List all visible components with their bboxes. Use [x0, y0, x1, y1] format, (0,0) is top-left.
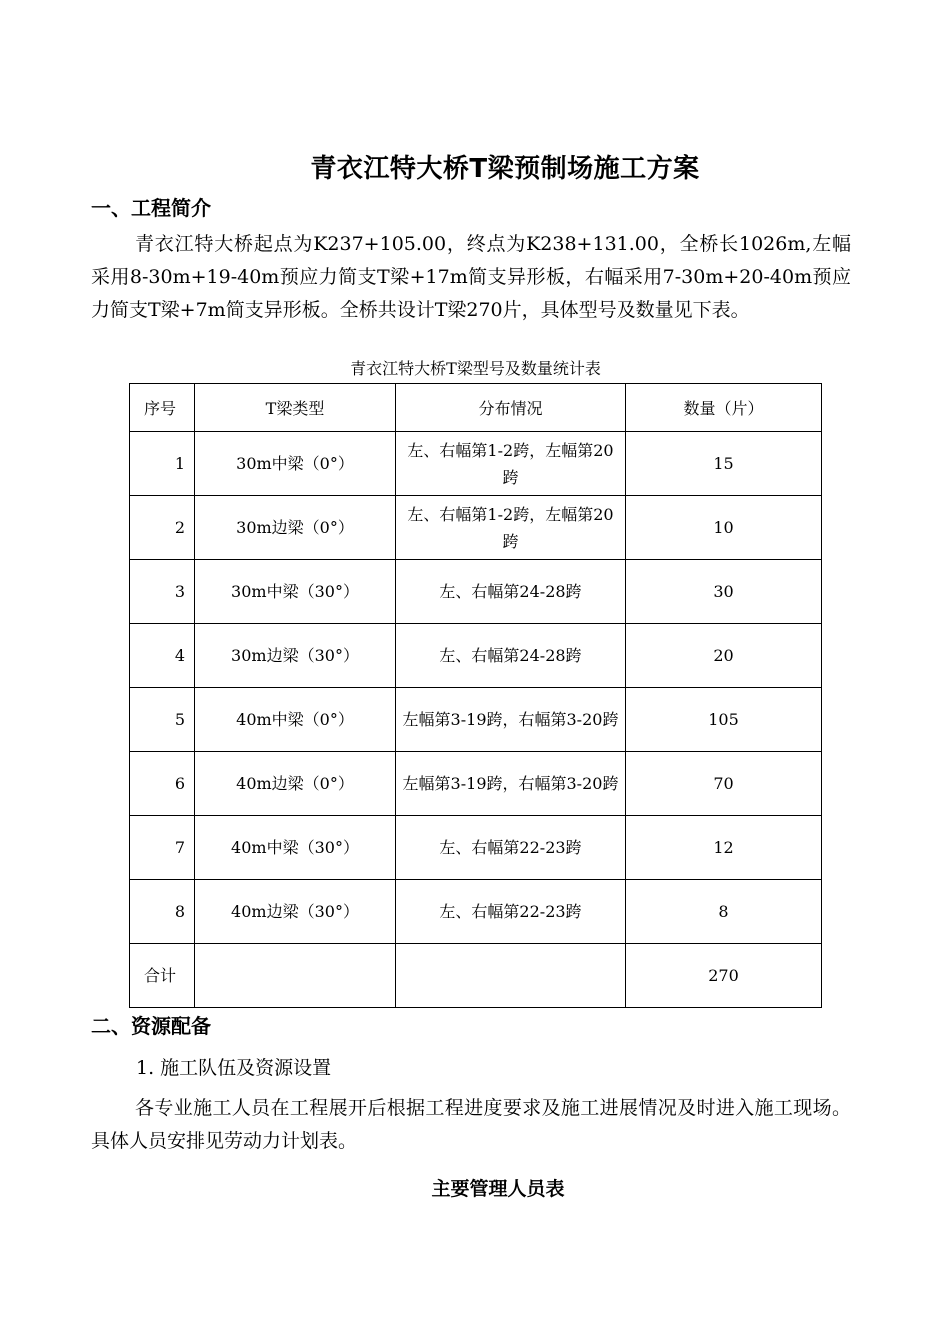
total-type-cell	[195, 944, 396, 1008]
row-serial: 8	[130, 880, 195, 944]
row-beam-type: 30m边梁（30°）	[195, 624, 396, 688]
overview-paragraph: 青衣江特大桥起点为K237+105.00，终点为K238+131.00，全桥长1026m,左幅采用8-30m+19-40m预应力简支T梁+17m简支异形板，右幅采用7-30m+20-40m预应力简支T梁+7m简支异形板。全桥共设计T梁270片，具体型号及数量见下表。	[91, 233, 851, 321]
header-serial: 序号	[130, 384, 195, 432]
row-distribution: 左、右幅第22-23跨	[396, 816, 626, 880]
row-serial: 6	[130, 752, 195, 816]
row-quantity: 105	[626, 688, 822, 752]
header-quantity: 数量（片）	[626, 384, 822, 432]
section-heading-overview: 一、工程简介	[91, 196, 211, 220]
table-row	[130, 688, 822, 752]
row-beam-type: 40m中梁（30°）	[195, 816, 396, 880]
t-beam-quantity-table	[129, 383, 822, 1008]
row-beam-type: 30m中梁（30°）	[195, 560, 396, 624]
header-distribution: 分布情况	[396, 384, 626, 432]
management-table-title: 主要管理人员表	[431, 1178, 565, 1200]
row-distribution: 左幅第3-19跨，右幅第3-20跨	[396, 688, 626, 752]
row-distribution: 左、右幅第24-28跨	[396, 560, 626, 624]
row-distribution: 左幅第3-19跨，右幅第3-20跨	[396, 752, 626, 816]
row-serial: 7	[130, 816, 195, 880]
header-type: T梁类型	[195, 384, 396, 432]
subsection-heading: 1. 施工队伍及资源设置	[136, 1057, 332, 1079]
row-quantity: 70	[626, 752, 822, 816]
total-label: 合计	[130, 944, 195, 1008]
row-serial: 3	[130, 560, 195, 624]
row-serial: 2	[130, 496, 195, 560]
row-beam-type: 40m边梁（0°）	[195, 752, 396, 816]
table-body	[130, 432, 822, 1008]
row-quantity: 8	[626, 880, 822, 944]
table-row	[130, 432, 822, 496]
row-serial: 1	[130, 432, 195, 496]
total-row	[130, 944, 822, 1008]
section-heading-resources: 二、资源配备	[91, 1014, 211, 1038]
row-distribution: 左、右幅第24-28跨	[396, 624, 626, 688]
row-quantity: 15	[626, 432, 822, 496]
row-quantity: 20	[626, 624, 822, 688]
page-title: 青衣江特大桥T梁预制场施工方案	[310, 154, 700, 184]
table-row	[130, 880, 822, 944]
table-row	[130, 560, 822, 624]
total-distribution-cell	[396, 944, 626, 1008]
row-distribution: 左、右幅第1-2跨，左幅第20跨	[396, 432, 626, 496]
row-beam-type: 40m边梁（30°）	[195, 880, 396, 944]
row-distribution: 左、右幅第1-2跨，左幅第20跨	[396, 496, 626, 560]
row-quantity: 10	[626, 496, 822, 560]
row-beam-type: 30m中梁（0°）	[195, 432, 396, 496]
table-row	[130, 624, 822, 688]
row-quantity: 30	[626, 560, 822, 624]
row-quantity: 12	[626, 816, 822, 880]
total-quantity: 270	[626, 944, 822, 1008]
row-distribution: 左、右幅第22-23跨	[396, 880, 626, 944]
table-row	[130, 816, 822, 880]
row-serial: 5	[130, 688, 195, 752]
row-serial: 4	[130, 624, 195, 688]
row-beam-type: 30m边梁（0°）	[195, 496, 396, 560]
table-row	[130, 752, 822, 816]
row-beam-type: 40m中梁（0°）	[195, 688, 396, 752]
resources-paragraph: 各专业施工人员在工程展开后根据工程进度要求及施工进展情况及时进入施工现场。具体人员安排见劳动力计划表。	[91, 1097, 851, 1152]
table-header-row	[130, 384, 822, 432]
table-caption: 青衣江特大桥T梁型号及数量统计表	[350, 359, 601, 378]
table-row	[130, 496, 822, 560]
